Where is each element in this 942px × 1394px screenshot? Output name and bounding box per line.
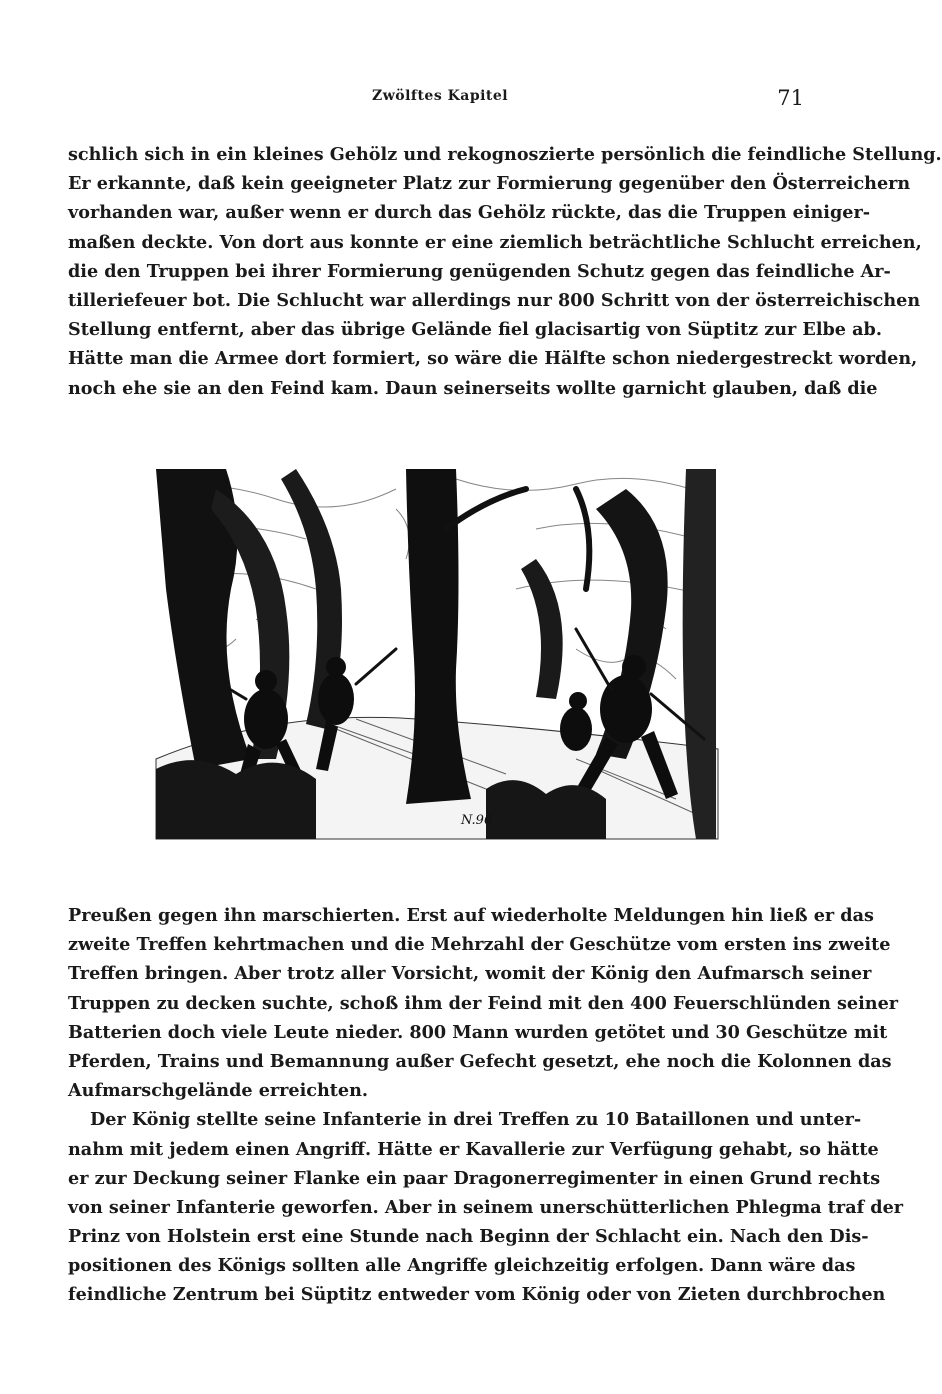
text-line: zweite Treffen kehrtmachen und die Mehrzahl der Geschütze vom ersten ins zweite — [68, 934, 891, 956]
text-line: maßen deckte. Von dort aus konnte er eine ziemlich beträchtliche Schlucht erreichen, — [68, 231, 922, 253]
text-line: Truppen zu decken suchte, schoß ihm der Feind mit den 400 Feuerschlünden seiner — [68, 992, 899, 1014]
text-line: tilleriefeuer bot. Die Schlucht war allerdings nur 800 Schritt von der österreichischen — [68, 289, 921, 311]
text-line: Hätte man die Armee dort formiert, so wäre die Hälfte schon niedergestreckt worden, — [68, 348, 918, 370]
text-line: feindliche Zentrum bei Süptitz entweder vom König oder von Zieten durchbrochen — [68, 1284, 886, 1306]
text-line: Er erkannte, daß kein geeigneter Platz zur Formierung gegenüber den Österreichern — [68, 173, 911, 195]
text-line: Prinz von Holstein erst eine Stunde nach Beginn der Schlacht ein. Nach den Dis- — [68, 1226, 869, 1248]
text-line: Preußen gegen ihn marschierten. Erst auf wiederholte Meldungen hin ließ er das — [68, 905, 874, 926]
forest-battle-illustration — [156, 469, 718, 839]
text-line: Batterien doch viele Leute nieder. 800 Mann wurden getötet und 30 Geschütze mit — [68, 1021, 888, 1043]
running-head — [0, 88, 900, 112]
text-line: Stellung entfernt, aber das übrige Gelände fiel glacisartig von Süptitz zur Elbe ab. — [68, 319, 882, 341]
page-number: 71 — [777, 86, 804, 110]
text-line: vorhanden war, außer wenn er durch das Gehölz rückte, das die Truppen einiger- — [68, 202, 871, 224]
text-line: Pferden, Trains und Bemannung außer Gefecht gesetzt, ehe noch die Kolonnen das — [68, 1050, 892, 1072]
text-line: Aufmarschgelände erreichten. — [68, 1080, 369, 1102]
chapter-title: Zwölftes Kapitel — [372, 88, 509, 104]
text-line: Der König stellte seine Infanterie in drei Treffen zu 10 Bataillonen und unter- — [90, 1109, 862, 1131]
paragraph-after-illustration — [68, 901, 904, 1310]
text-line: schlich sich in ein kleines Gehölz und rekognoszierte persönlich die feindliche Stellung. — [68, 144, 942, 165]
artist-signature: N.96 — [461, 813, 493, 828]
text-line: positionen des Königs sollten alle Angriffe gleichzeitig erfolgen. Dann wäre das — [68, 1255, 856, 1277]
paragraph-continued — [68, 140, 942, 403]
text-line: noch ehe sie an den Feind kam. Daun seinerseits wollte garnicht glauben, daß die — [68, 377, 878, 399]
text-line: Treffen bringen. Aber trotz aller Vorsicht, womit der König den Aufmarsch seiner — [68, 963, 872, 985]
woodcut-image — [156, 469, 718, 839]
text-line: er zur Deckung seiner Flanke ein paar Dragonerregimenter in einen Grund rechts — [68, 1167, 881, 1189]
text-line: die den Truppen bei ihrer Formierung genügenden Schutz gegen das feindliche Ar- — [68, 260, 891, 282]
text-line: von seiner Infanterie geworfen. Aber in seinem unerschütterlichen Phlegma traf der — [68, 1196, 904, 1218]
text-line: nahm mit jedem einen Angriff. Hätte er Kavallerie zur Verfügung gehabt, so hätte — [68, 1138, 879, 1160]
